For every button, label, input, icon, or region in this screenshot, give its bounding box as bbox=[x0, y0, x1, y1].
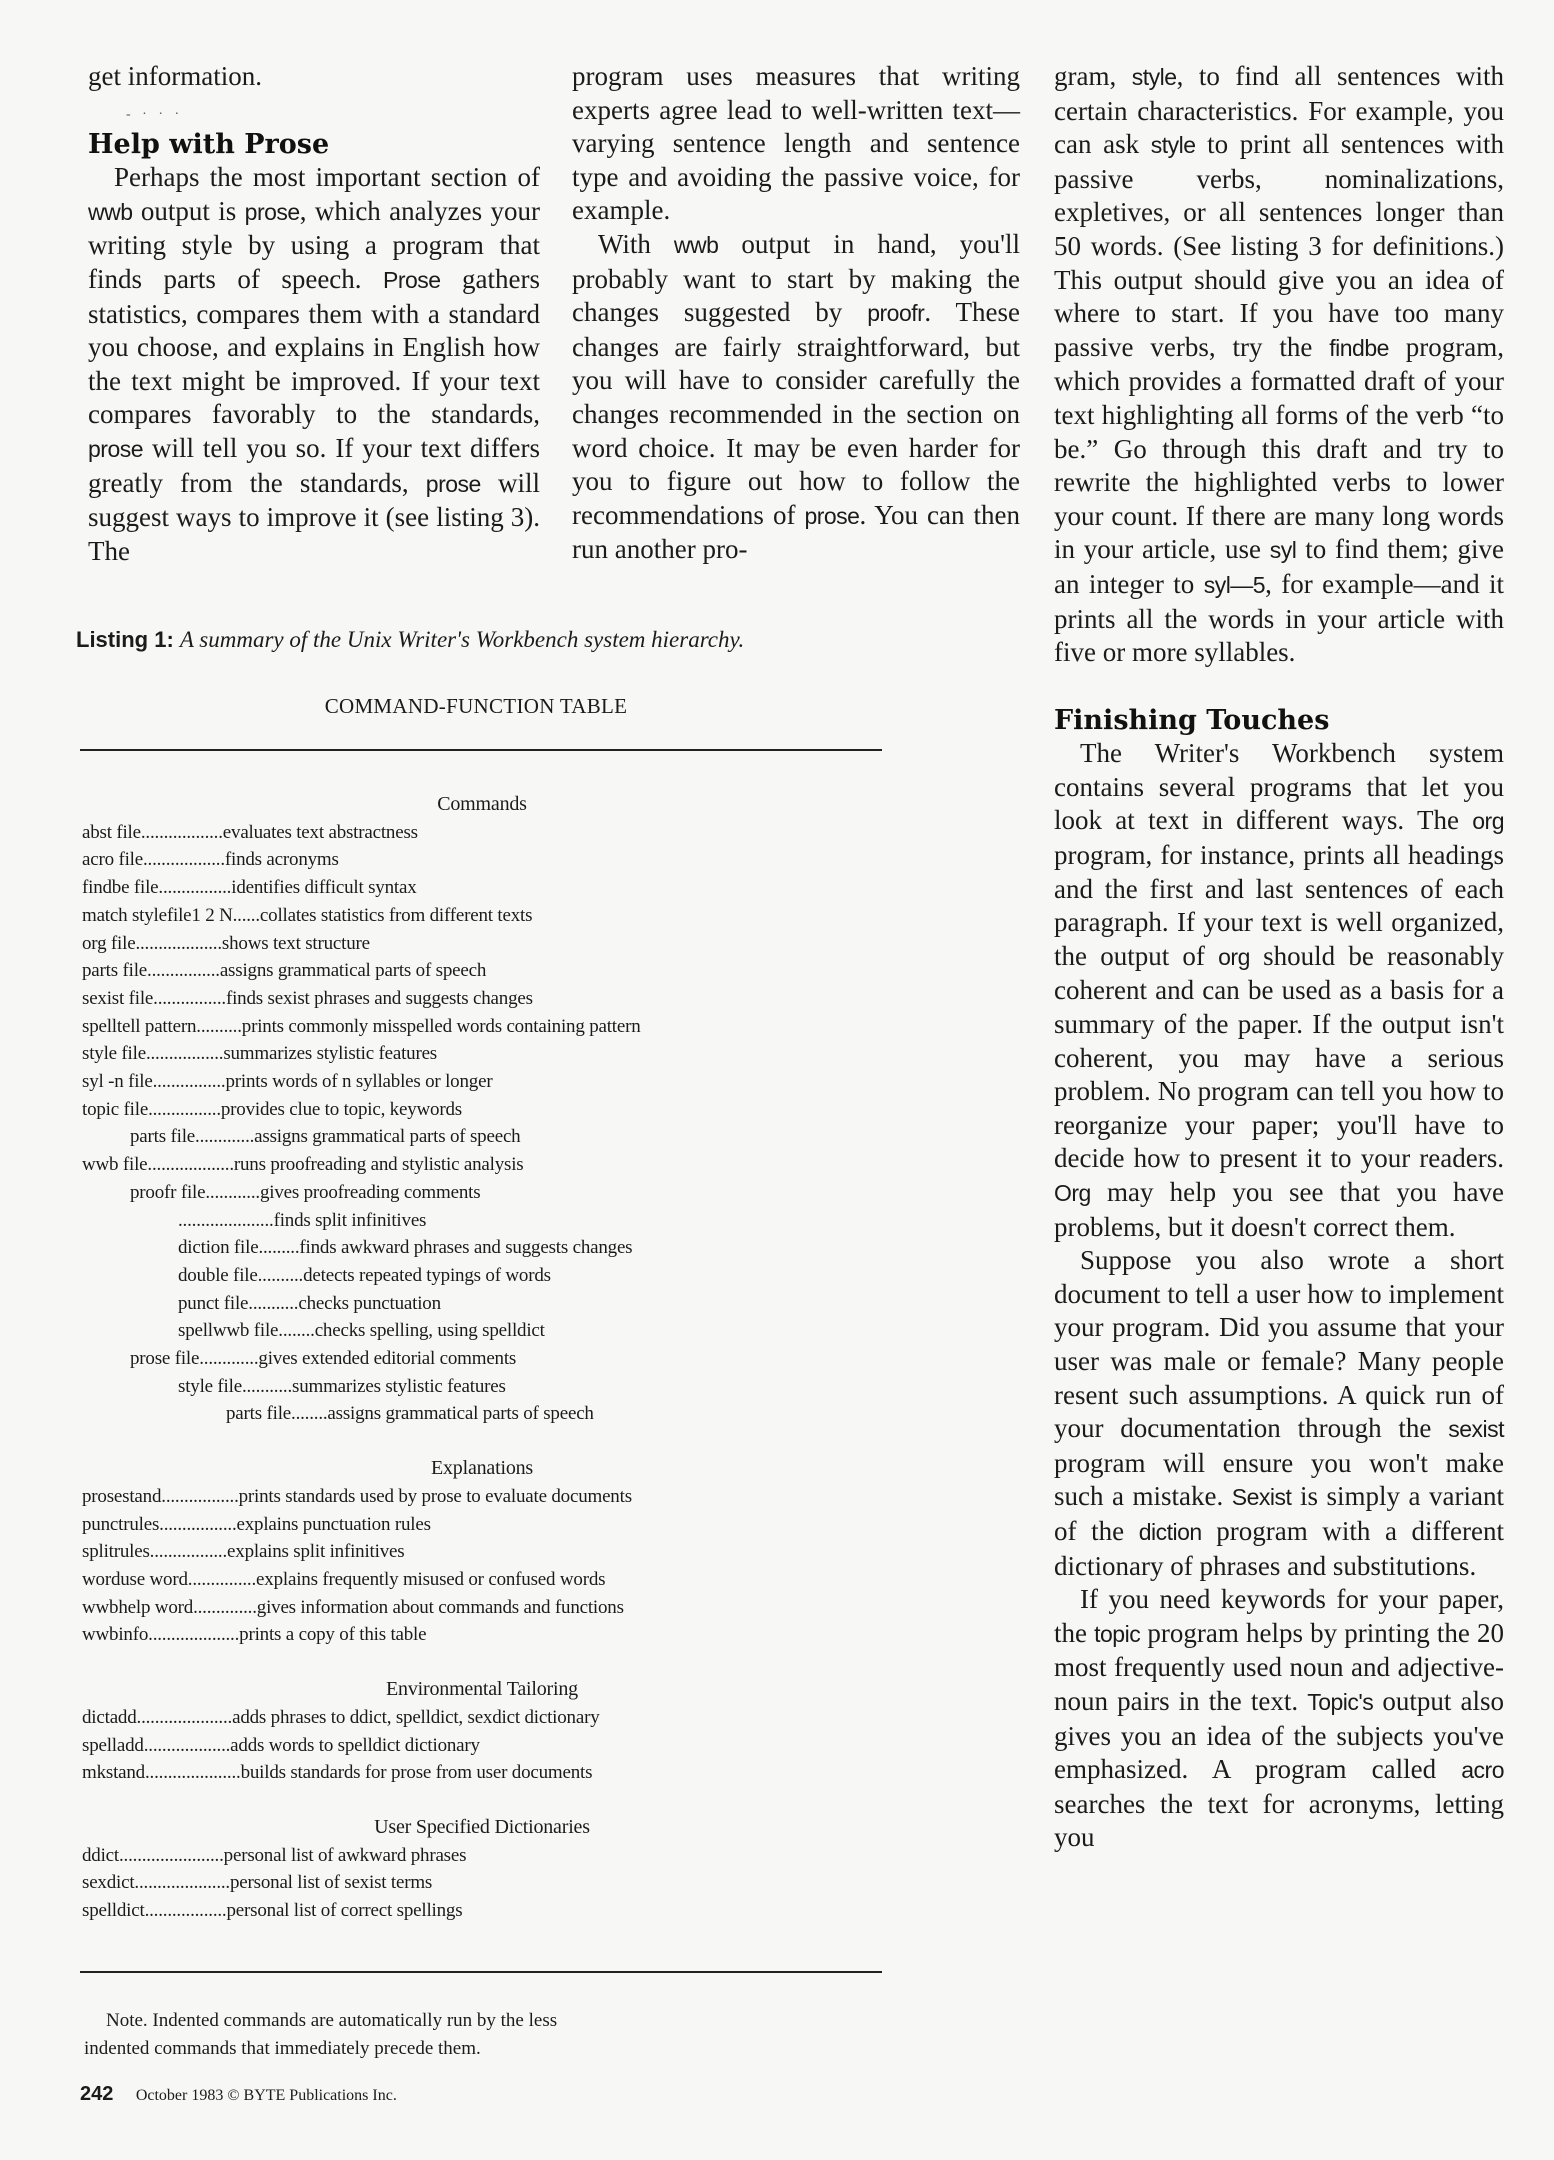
table-row bbox=[82, 1759, 996, 1787]
function-description: builds standards for prose from user documents bbox=[240, 1762, 593, 1784]
leader-dots: ..................... bbox=[145, 1762, 241, 1784]
function-description: gives extended editorial comments bbox=[258, 1348, 517, 1370]
leader-dots: ................ bbox=[152, 1071, 226, 1093]
table-row bbox=[82, 1290, 996, 1318]
command: splitrules bbox=[82, 1541, 150, 1563]
command: parts file bbox=[226, 1403, 292, 1425]
table-row bbox=[82, 1317, 996, 1345]
command: prosestand bbox=[82, 1485, 162, 1507]
command-name: org bbox=[1472, 808, 1504, 835]
function-description: personal list of correct spellings bbox=[226, 1900, 463, 1922]
command-name: wwb bbox=[88, 198, 133, 225]
command-name: style bbox=[1150, 132, 1196, 159]
leader-dots: ................. bbox=[149, 1541, 228, 1563]
table-section-heading: Environmental Tailoring bbox=[386, 1678, 578, 1701]
command: wwbhelp word bbox=[82, 1596, 194, 1618]
listing-label: Listing 1: bbox=[76, 627, 174, 652]
function-description: finds split infinitives bbox=[273, 1209, 427, 1231]
leader-dots: ................ bbox=[153, 987, 226, 1009]
command: sexdict bbox=[82, 1872, 135, 1894]
leader-dots: .............. bbox=[193, 1596, 257, 1618]
command-name: findbe bbox=[1329, 334, 1389, 361]
leader-dots: .................. bbox=[140, 821, 223, 843]
command: wwbinfo bbox=[82, 1624, 149, 1646]
leader-dots: .................... bbox=[148, 1624, 240, 1646]
table-row bbox=[82, 1483, 996, 1511]
command: mkstand bbox=[82, 1762, 145, 1784]
table-row bbox=[82, 1179, 996, 1207]
publication-credit: October 1983 © BYTE Publications Inc. bbox=[135, 2087, 397, 2104]
leader-dots: ................. bbox=[161, 1485, 239, 1507]
lead-line: get information. bbox=[88, 61, 262, 91]
leader-dots: .................. bbox=[144, 1900, 227, 1922]
table-row bbox=[82, 1373, 996, 1401]
section-gap bbox=[1054, 670, 1504, 704]
table-note: Note. Indented commands are automatically run by the less indented commands that immediately precede them. bbox=[84, 2009, 558, 2059]
column1-paragraphs bbox=[88, 161, 540, 568]
paragraph: With wwb output in hand, you'll probably want to start by making the changes suggested by proofr. These changes are fairly straightforward, but you will have to consider carefully the changes recommended in the section on word choice. It may be even harder for you to figure out how to follow the recommendations of prose. You can then run another pro- bbox=[572, 228, 1021, 565]
command-name: diction bbox=[1138, 1518, 1202, 1545]
command-name: Prose bbox=[382, 266, 441, 293]
command: parts file bbox=[130, 1126, 196, 1148]
paragraph: Perhaps the most important section of wwb output is prose, which analyzes your writing style by using a program that finds parts of speech. Prose gathers statistics, compares them with a standard you choose, and explains in English how the text might be improved. If your text compares favorably to the standards, prose will tell you so. If your text differs greatly from the standards, prose will suggest ways to improve it (see listing 3). The bbox=[88, 162, 540, 566]
table-row bbox=[82, 1068, 996, 1096]
section-heading-finishing-touches: Finishing Touches bbox=[1054, 704, 1330, 736]
command-name: acro bbox=[1461, 1757, 1504, 1784]
command-name: proofr bbox=[867, 300, 925, 327]
leader-dots: ..................... bbox=[136, 1706, 233, 1728]
table-row bbox=[82, 874, 996, 902]
command-name: prose bbox=[88, 435, 144, 462]
table-bottom-rule bbox=[80, 1971, 882, 1973]
listing-caption bbox=[76, 620, 996, 660]
function-description: shows text structure bbox=[221, 932, 370, 954]
function-description: finds awkward phrases and suggests changes bbox=[299, 1237, 633, 1259]
function-description: finds sexist phrases and suggests changes bbox=[225, 987, 533, 1009]
command-function-table bbox=[82, 791, 996, 1925]
command: punctrules bbox=[82, 1513, 160, 1535]
command: double file bbox=[178, 1264, 258, 1286]
table-row bbox=[82, 1704, 996, 1732]
section-gap bbox=[82, 1787, 996, 1814]
function-description: personal list of awkward phrases bbox=[223, 1844, 467, 1866]
leader-dots: ...... bbox=[232, 904, 260, 926]
table-row bbox=[82, 957, 996, 985]
function-description: finds acronyms bbox=[224, 849, 339, 871]
function-description: provides clue to topic, keywords bbox=[220, 1098, 462, 1120]
leader-dots: ................ bbox=[148, 1098, 221, 1120]
column-right bbox=[1054, 60, 1504, 1855]
table-row bbox=[82, 1262, 996, 1290]
function-description: prints standards used by prose to evaluate documents bbox=[238, 1485, 632, 1507]
paragraph: If you need keywords for your paper, the topic program helps by printing the 20 most frequently used noun and adjective-noun pairs in the text. Topic's output also gives you an idea of the subjects you've emphasized. A program called acro searches the text for acronyms, letting you bbox=[1054, 1584, 1504, 1853]
command-name: style bbox=[1131, 64, 1177, 90]
page-footer bbox=[80, 2083, 397, 2106]
leader-dots: ............. bbox=[195, 1126, 255, 1148]
leader-dots: .......... bbox=[196, 1015, 242, 1037]
command: prose file bbox=[130, 1348, 200, 1370]
column3-paragraphs-bottom bbox=[1054, 737, 1504, 1855]
column3-paragraphs-top bbox=[1054, 60, 1504, 670]
function-description: checks punctuation bbox=[298, 1292, 441, 1314]
function-description: summarizes stylistic features bbox=[223, 1043, 438, 1065]
paragraph: program uses measures that writing experts agree lead to well-written text—varying sentence length and sentence type and avoiding the passive voice, for example. bbox=[572, 61, 1020, 226]
table-row bbox=[82, 1345, 996, 1373]
leader-dots: ................... bbox=[143, 1734, 231, 1756]
leader-dots: ............. bbox=[199, 1348, 259, 1370]
leader-dots: ................ bbox=[147, 960, 220, 982]
paragraph: Suppose you also wrote a short document to tell a user how to implement your program. Did you assume that your user was male or female? Many people resent such assumptions. A quick run of your documentation through the sexist program will ensure you won't make such a mistake. Sexist is simply a variant of the diction program with a different dictionary of phrases and substitutions. bbox=[1054, 1245, 1504, 1581]
leader-dots: ........ bbox=[291, 1403, 328, 1425]
function-description: checks spelling, using spelldict bbox=[314, 1320, 545, 1342]
command: spelladd bbox=[82, 1734, 144, 1756]
table-row bbox=[82, 1566, 996, 1594]
leader-dots: ............... bbox=[187, 1568, 257, 1590]
function-description: summarizes stylistic features bbox=[292, 1375, 506, 1397]
function-description: assigns grammatical parts of speech bbox=[327, 1403, 594, 1425]
command: proofr file bbox=[130, 1181, 206, 1203]
table-row bbox=[82, 846, 996, 874]
command-name: sexist bbox=[1448, 1416, 1504, 1443]
table-row bbox=[82, 1123, 996, 1151]
table-row bbox=[82, 1400, 996, 1428]
table-row bbox=[82, 1040, 996, 1068]
leader-dots: ................ bbox=[158, 877, 232, 899]
command: punct file bbox=[178, 1292, 249, 1314]
command: ddict bbox=[82, 1844, 119, 1866]
command-name: syl—5 bbox=[1203, 571, 1266, 598]
table-row bbox=[82, 1842, 996, 1870]
table-top-rule bbox=[80, 749, 882, 751]
separator-marks: - · · · bbox=[126, 106, 184, 122]
command-name: Topic's bbox=[1307, 1688, 1374, 1715]
function-description: explains frequently misused or confused words bbox=[256, 1568, 606, 1590]
table-section-heading: User Specified Dictionaries bbox=[374, 1815, 590, 1838]
command-name: Sexist bbox=[1231, 1484, 1292, 1511]
function-description: detects repeated typings of words bbox=[303, 1264, 551, 1286]
command: style file bbox=[82, 1043, 146, 1065]
table-row bbox=[82, 930, 996, 958]
command: findbe file bbox=[82, 877, 159, 899]
table-row bbox=[82, 1869, 996, 1897]
command-name: prose bbox=[425, 470, 481, 497]
table-row bbox=[82, 902, 996, 930]
function-description: explains split infinitives bbox=[227, 1541, 405, 1563]
column-middle bbox=[572, 60, 1020, 567]
command-name: prose bbox=[244, 198, 300, 225]
command: abst file bbox=[82, 821, 141, 843]
command-name: Org bbox=[1054, 1180, 1091, 1206]
function-description: prints a copy of this table bbox=[239, 1624, 427, 1646]
table-row bbox=[82, 1538, 996, 1566]
function-description: adds phrases to ddict, spelldict, sexdict dictionary bbox=[232, 1706, 600, 1728]
function-description: prints commonly misspelled words containing pattern bbox=[241, 1015, 641, 1037]
function-description: identifies difficult syntax bbox=[231, 877, 417, 899]
leader-dots: ........ bbox=[278, 1320, 315, 1342]
command-name: org bbox=[1218, 943, 1250, 970]
command-name: prose bbox=[804, 502, 860, 529]
leader-dots: ........... bbox=[241, 1375, 293, 1397]
leader-dots: ................... bbox=[147, 1154, 234, 1176]
table-section-heading: Commands bbox=[437, 793, 527, 815]
section-heading-help-with-prose: Help with Prose bbox=[88, 128, 330, 160]
table-row bbox=[82, 1096, 996, 1124]
command-name: syl bbox=[1269, 537, 1297, 564]
table-row bbox=[82, 985, 996, 1013]
section-gap bbox=[82, 1649, 996, 1676]
leader-dots: ................. bbox=[159, 1513, 237, 1535]
command-name: topic bbox=[1094, 1620, 1141, 1647]
paragraph: gram, style, to find all sentences with certain characteristics. For example, you can ask style to print all sentences with passive verbs, nominalizations, expletives, or all sentences longer than 50 words. (See listing 3 for definitions.) This output should give you an idea of where to start. If you have too many passive verbs, try the findbe program, which provides a formatted draft of your text highlighting all forms of the verb “to be.” Go through this draft and try to rewrite the highlighted verbs to lower your count. If there are many long words in your article, use syl to find them; give an integer to syl—5, for example—and it prints all the words in your article with five or more syllables. bbox=[1054, 61, 1505, 668]
column-left bbox=[88, 60, 540, 568]
leader-dots: ................... bbox=[135, 932, 222, 954]
function-description: explains punctuation rules bbox=[236, 1513, 431, 1535]
leader-dots: ....................... bbox=[119, 1844, 224, 1866]
command: style file bbox=[178, 1375, 242, 1397]
function-description: collates statistics from different texts bbox=[259, 904, 533, 926]
command: syl -n file bbox=[82, 1071, 153, 1093]
function-description: gives information about commands and functions bbox=[256, 1596, 624, 1618]
command: worduse word bbox=[82, 1568, 188, 1590]
leader-dots: .................. bbox=[142, 849, 225, 871]
table-row bbox=[82, 1594, 996, 1622]
table-section-heading: Explanations bbox=[430, 1457, 534, 1480]
function-description: prints words of n syllables or longer bbox=[225, 1071, 493, 1093]
table-row bbox=[82, 1013, 996, 1041]
command: diction file bbox=[178, 1237, 259, 1259]
table-row bbox=[82, 1207, 996, 1235]
column2-paragraphs bbox=[572, 60, 1020, 567]
function-description: assigns grammatical parts of speech bbox=[219, 960, 487, 982]
leader-dots: ......... bbox=[258, 1237, 300, 1259]
command-name: wwb bbox=[673, 231, 719, 258]
function-description: gives proofreading comments bbox=[259, 1181, 481, 1203]
command: wwb file bbox=[82, 1154, 148, 1176]
table-title: COMMAND-FUNCTION TABLE bbox=[324, 694, 628, 718]
leader-dots: .......... bbox=[257, 1264, 304, 1286]
function-description: evaluates text abstractness bbox=[222, 821, 418, 843]
paragraph: The Writer's Workbench system contains several programs that let you look at text in different ways. The org program, for instance, prints all headings and the first and last sentences of each paragraph. If your text is well organized, the output of org should be reasonably coherent and can be used as a basis for a summary of the paper. If the output isn't coherent, you may have a serious problem. No program can tell you how to reorganize your paper; you'll have to decide how to present it to your readers. Org may help you see that you have problems, but it doesn't correct them. bbox=[1054, 738, 1504, 1242]
listing-1 bbox=[76, 620, 996, 2063]
command: dictadd bbox=[82, 1706, 137, 1728]
command: match stylefile1 2 N bbox=[82, 904, 233, 926]
command: org file bbox=[82, 932, 136, 954]
leader-dots: ........... bbox=[248, 1292, 299, 1314]
table-row bbox=[82, 1234, 996, 1262]
table-row bbox=[82, 1897, 996, 1925]
command: spelltell pattern bbox=[82, 1015, 197, 1037]
function-description: runs proofreading and stylistic analysis bbox=[233, 1154, 524, 1176]
command: spelldict bbox=[82, 1900, 145, 1922]
section-gap bbox=[82, 1428, 996, 1455]
leader-dots: ................. bbox=[145, 1043, 224, 1065]
table-row bbox=[82, 1151, 996, 1179]
command: sexist file bbox=[82, 987, 154, 1009]
command: spellwwb file bbox=[178, 1320, 279, 1342]
function-description: personal list of sexist terms bbox=[229, 1872, 433, 1894]
page-number: 242 bbox=[80, 2083, 114, 2105]
table-row bbox=[82, 1732, 996, 1760]
leader-dots: ..................... bbox=[134, 1872, 230, 1894]
command: parts file bbox=[82, 960, 148, 982]
leader-dots: ..................... bbox=[178, 1209, 274, 1231]
command: acro file bbox=[82, 849, 143, 871]
table-row bbox=[82, 819, 996, 847]
function-description: adds words to spelldict dictionary bbox=[230, 1734, 480, 1756]
table-row bbox=[82, 1621, 996, 1649]
listing-caption-text: A summary of the Unix Writer's Workbench system hierarchy. bbox=[179, 627, 745, 652]
function-description: assigns grammatical parts of speech bbox=[254, 1126, 521, 1148]
leader-dots: ............ bbox=[205, 1181, 260, 1203]
table-row bbox=[82, 1511, 996, 1539]
command: topic file bbox=[82, 1098, 149, 1120]
